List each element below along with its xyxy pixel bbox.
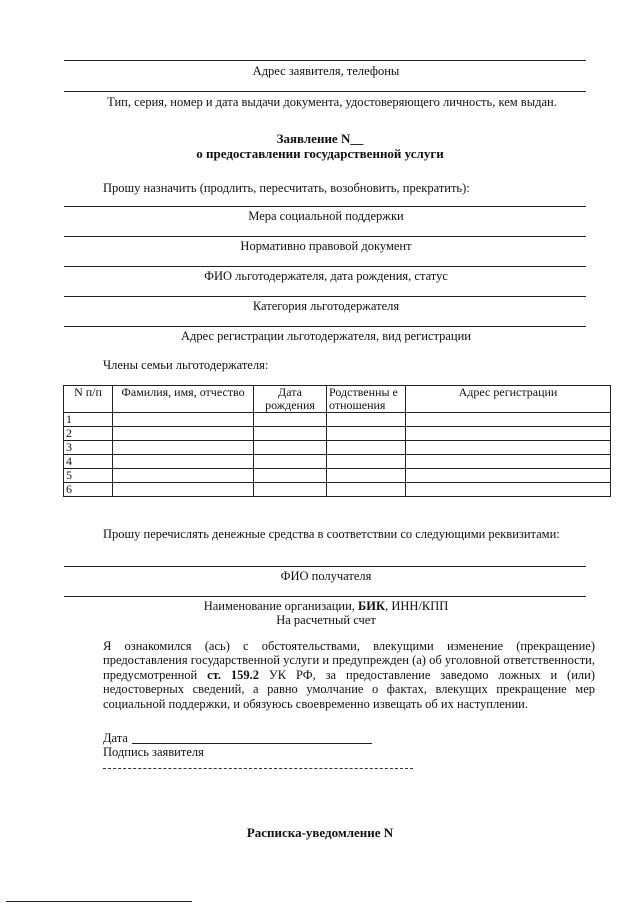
- col-registration-address: Адрес регистрации: [406, 386, 611, 413]
- birth-date-cell[interactable]: [254, 427, 327, 441]
- organization-caption-suffix: , ИНН/КПП: [385, 599, 449, 613]
- address-cell[interactable]: [406, 455, 611, 469]
- row-number: 6: [64, 483, 113, 497]
- id-document-caption: Тип, серия, номер и дата выдачи документа, удостоверяющего личность, кем выдан.: [107, 95, 557, 109]
- address-cell[interactable]: [406, 441, 611, 455]
- notice-part2: УК РФ, за предоставление заведомо ложных и (или) недостоверных сведений, а равно умолчание о фактах, влекущих прекращение мер социальной поддержки, и обязуюсь своевременно извещать об их наступлении.: [103, 667, 595, 711]
- beneficiary-category-caption: Категория льготодержателя: [252, 299, 400, 313]
- date-label: Дата: [103, 731, 128, 745]
- footnote-line: [6, 901, 192, 902]
- applicant-address-caption: Адрес заявителя, телефоны: [252, 64, 400, 78]
- row-number: 2: [64, 427, 113, 441]
- relationship-cell[interactable]: [327, 413, 406, 427]
- relationship-cell[interactable]: [327, 441, 406, 455]
- payment-text: Прошу перечислять денежные средства в соответствии со следующими реквизитами:: [103, 527, 560, 541]
- full-name-cell[interactable]: [113, 469, 254, 483]
- birth-date-cell[interactable]: [254, 483, 327, 497]
- relationship-cell[interactable]: [327, 483, 406, 497]
- beneficiary-name-caption: ФИО льготодержателя, дата рождения, статус: [204, 269, 448, 283]
- id-document-line: [64, 91, 586, 92]
- address-cell[interactable]: [406, 483, 611, 497]
- row-number: 4: [64, 455, 113, 469]
- relationship-cell[interactable]: [327, 469, 406, 483]
- bic-label: БИК: [358, 599, 386, 613]
- row-number: 5: [64, 469, 113, 483]
- table-row: [64, 469, 611, 483]
- address-cell[interactable]: [406, 427, 611, 441]
- account-caption: На расчетный счет: [276, 613, 376, 627]
- field-line: [64, 296, 586, 297]
- table-row: [64, 441, 611, 455]
- full-name-cell[interactable]: [113, 413, 254, 427]
- recipient-caption: ФИО получателя: [280, 569, 372, 583]
- birth-date-cell[interactable]: [254, 469, 327, 483]
- organization-caption: [66, 599, 586, 613]
- recipient-line: [64, 566, 586, 567]
- full-name-cell[interactable]: [113, 455, 254, 469]
- table-row: [64, 413, 611, 427]
- support-measure-caption: Мера социальной поддержки: [248, 209, 404, 223]
- birth-date-cell[interactable]: [254, 441, 327, 455]
- relationship-cell[interactable]: [327, 427, 406, 441]
- organization-caption-prefix: Наименование организации,: [203, 599, 359, 613]
- table-header-row: [64, 386, 611, 413]
- col-number: N п/п: [64, 386, 113, 413]
- field-line: [64, 326, 586, 327]
- beneficiary-address-caption: Адрес регистрации льготодержателя, вид регистрации: [181, 329, 471, 343]
- legal-document-caption: Нормативно правовой документ: [240, 239, 412, 253]
- signature-label: Подпись заявителя: [103, 745, 204, 759]
- relationship-cell[interactable]: [327, 455, 406, 469]
- notice-part1: Я ознакомился (ась) с обстоятельствами, влекущими изменение (прекращение) предоставления государственной услуги и предупрежден (а) об уголовной ответственности, предусмотренной: [103, 639, 595, 682]
- table-row: [64, 455, 611, 469]
- col-birth-date: Дата рождения: [254, 386, 327, 413]
- field-line: [64, 236, 586, 237]
- receipt-title: Расписка-уведомление N: [246, 825, 394, 840]
- application-subtitle: о предоставлении государственной услуги: [196, 146, 444, 161]
- birth-date-cell[interactable]: [254, 413, 327, 427]
- full-name-cell[interactable]: [113, 483, 254, 497]
- organization-line: [64, 596, 586, 597]
- request-text: Прошу назначить (продлить, пересчитать, возобновить, прекратить):: [103, 181, 470, 195]
- full-name-cell[interactable]: [113, 427, 254, 441]
- family-label: Члены семьи льготодержателя:: [103, 358, 269, 372]
- address-cell[interactable]: [406, 413, 611, 427]
- application-title: Заявление N__: [276, 131, 364, 146]
- field-line: [64, 206, 586, 207]
- col-full-name: Фамилия, имя, отчество: [113, 386, 254, 413]
- article-reference: ст. 159.2: [207, 667, 260, 682]
- table-row: [64, 427, 611, 441]
- applicant-address-line: [64, 60, 586, 61]
- cut-line: [103, 768, 413, 769]
- row-number: 1: [64, 413, 113, 427]
- family-members-table: [63, 385, 611, 497]
- date-signature-line[interactable]: [132, 743, 372, 744]
- row-number: 3: [64, 441, 113, 455]
- address-cell[interactable]: [406, 469, 611, 483]
- col-relationship: Родственны е отношения: [327, 386, 406, 413]
- birth-date-cell[interactable]: [254, 455, 327, 469]
- table-row: [64, 483, 611, 497]
- full-name-cell[interactable]: [113, 441, 254, 455]
- liability-notice: [103, 639, 595, 711]
- field-line: [64, 266, 586, 267]
